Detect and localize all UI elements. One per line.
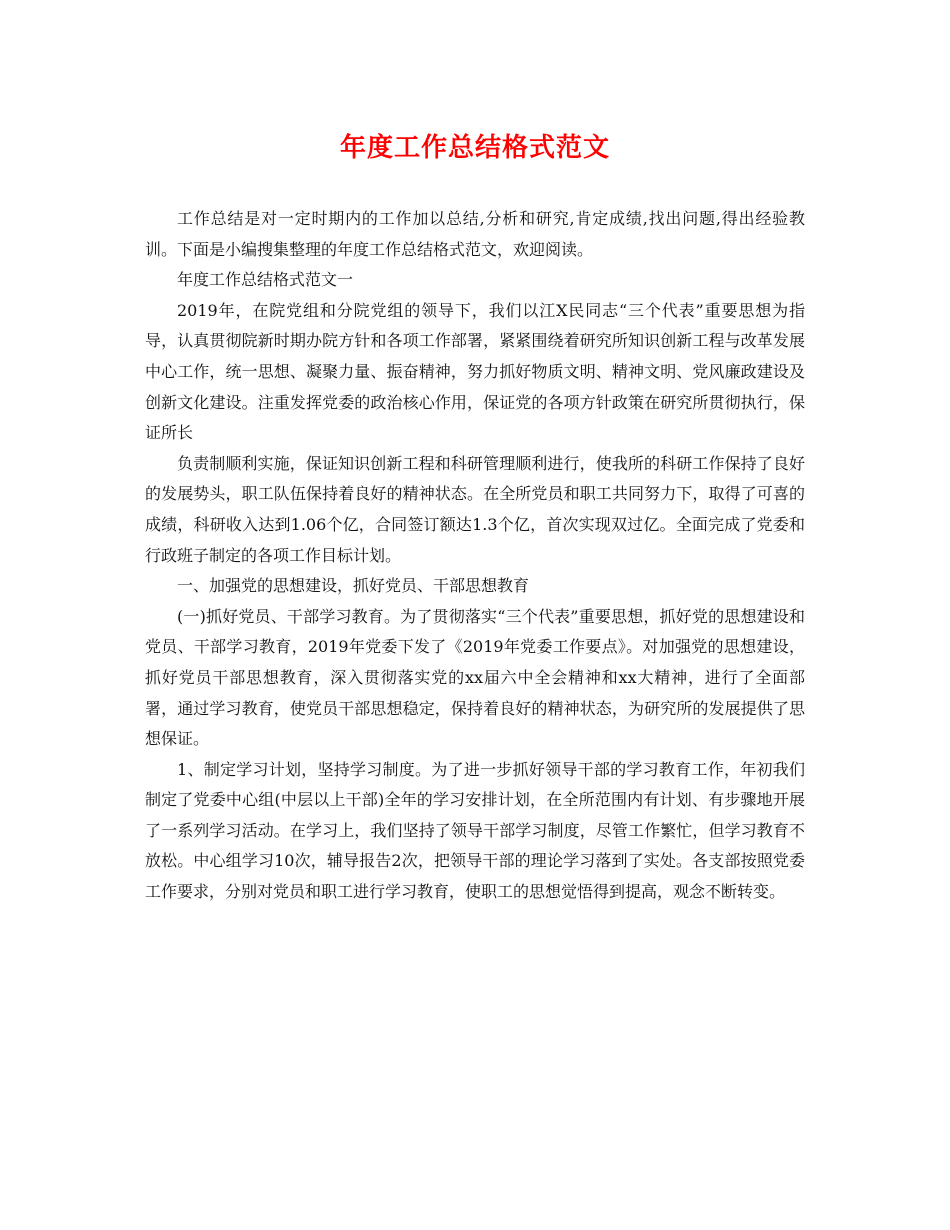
paragraph-study-education: (一)抓好党员、干部学习教育。为了贯彻落实“三个代表”重要思想，抓好党的思想建设和党员、干部学习教育，2019年党委下发了《2019年党委工作要点》。对加强党的思想建设，抓好党员干部思想教育，深入贯彻落实党的xx届六中全会精神和xx大精神，进行了全面部署，通过学习教育，使党员干部思想稳定，保持着良好的精神状态，为研究所的发展提供了思想保证。 — [145, 606, 805, 749]
paragraph-study-plan: 1、制定学习计划，坚持学习制度。为了进一步抓好领导干部的学习教育工作，年初我们制定了党委中心组(中层以上干部)全年的学习安排计划，在全所范围内有计划、有步骤地开展了一系列学习活动。在学习上，我们坚持了领导干部学习制度，尽管工作繁忙，但学习教育不放松。中心组学习10次，辅导报告2次，把领导干部的理论学习落到了实处。各支部按照党委工作要求，分别对党员和职工进行学习教育，使职工的思想觉悟得到提高，观念不断转变。 — [145, 759, 805, 902]
paragraph-2019-overview: 2019年，在院党组和分院党组的领导下，我们以江X民同志“三个代表”重要思想为指导，认真贯彻院新时期办院方针和各项工作部署，紧紧围绕着研究所知识创新工程与改革发展中心工作，统一思想、凝聚力量、振奋精神，努力抓好物质文明、精神文明、党风廉政建设及创新文化建设。注重发挥党委的政治核心作用，保证党的各项方针政策在研究所贯彻执行，保证所长 — [145, 300, 805, 443]
document-title: 年度工作总结格式范文 — [339, 133, 610, 163]
paragraph-intro: 工作总结是对一定时期内的工作加以总结,分析和研究,肯定成绩,找出问题,得出经验教训。下面是小编搜集整理的年度工作总结格式范文，欢迎阅读。 — [145, 209, 805, 259]
paragraph-section-heading: 年度工作总结格式范文一 — [177, 270, 354, 290]
document-body — [145, 204, 805, 908]
paragraph-achievements: 负责制顺利实施，保证知识创新工程和科研管理顺利进行，使我所的科研工作保持了良好的发展势头，职工队伍保持着良好的精神状态。在全所党员和职工共同努力下，取得了可喜的成绩，科研收入达到1.06个亿，合同签订额达1.3个亿，首次实现双过亿。全面完成了党委和行政班子制定的各项工作目标计划。 — [145, 453, 805, 565]
paragraph-heading-ideology: 一、加强党的思想建设，抓好党员、干部思想教育 — [177, 576, 530, 596]
